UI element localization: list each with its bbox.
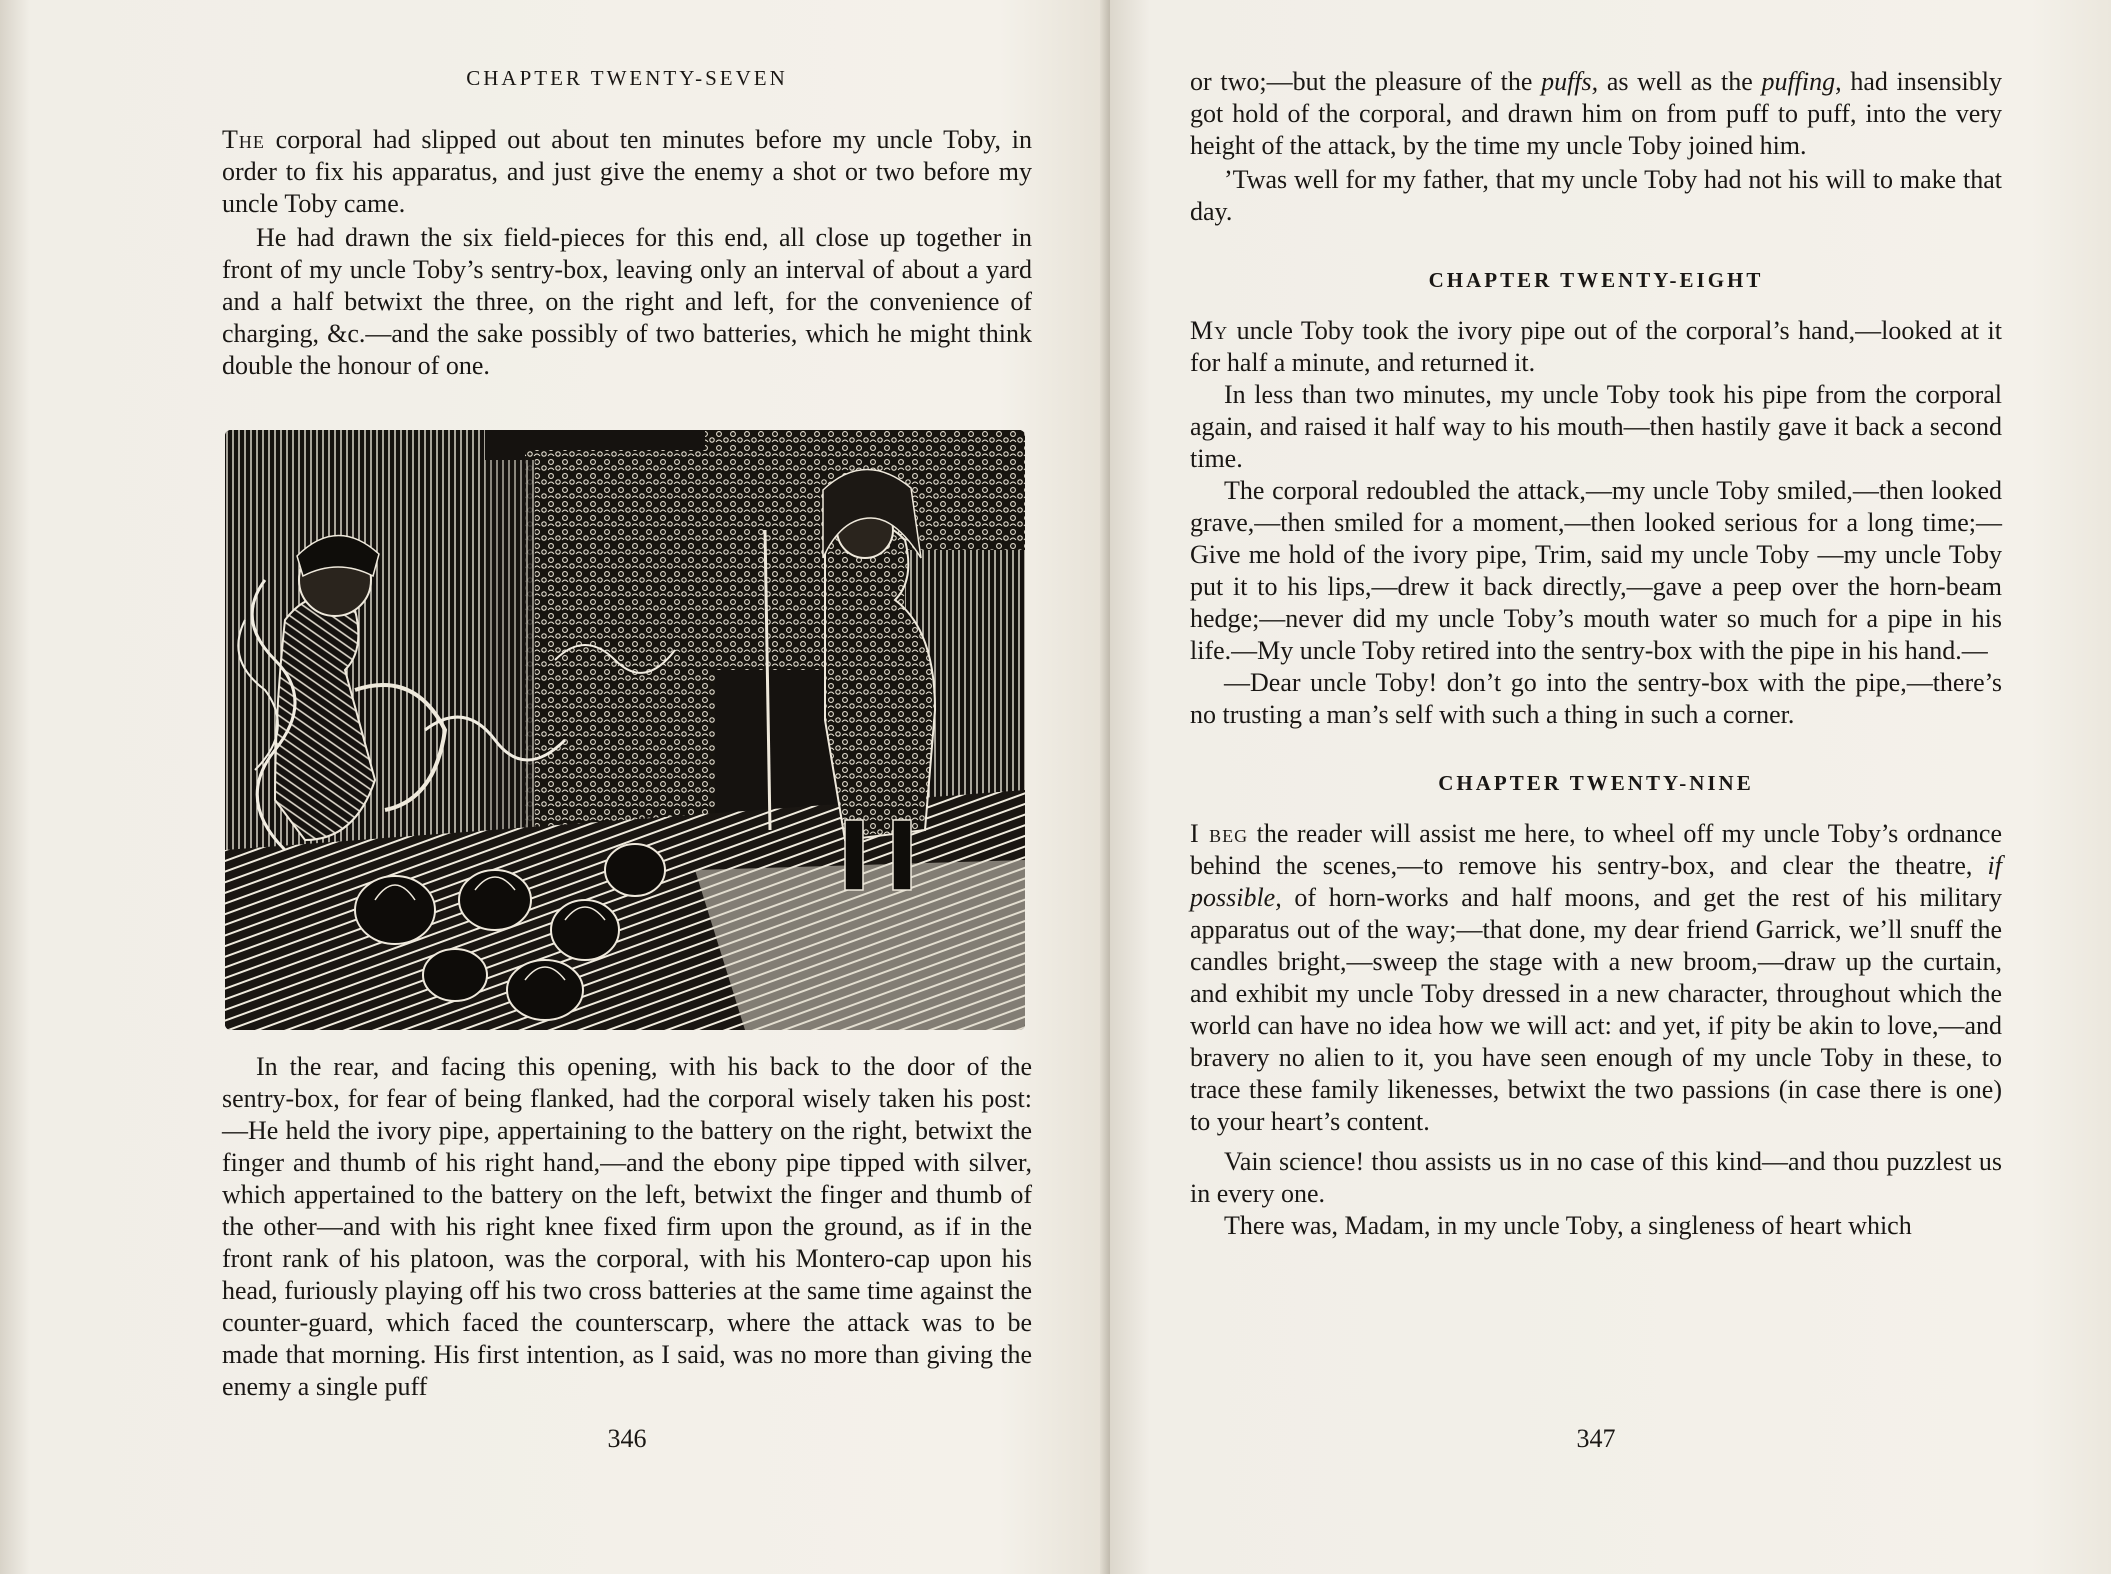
right-page-text	[1190, 66, 2002, 1242]
chapter-28-opening: My uncle Toby took the ivory pipe out of the corporal’s hand,—looked at it for half a minute, and returned it.	[1190, 316, 2002, 377]
engraving-image	[225, 430, 1025, 1030]
page-number-right: 347	[1576, 1424, 1616, 1453]
chapter-29-paragraph-3: There was, Madam, in my uncle Toby, a singleness of heart which	[1224, 1211, 1912, 1240]
left-page-text-bottom	[222, 1051, 1032, 1403]
chapter-29-paragraph-2: Vain science! thou assists us in no case of this kind—and thou puzzlest us in every one.	[1190, 1147, 2002, 1208]
chapter-28-heading: CHAPTER TWENTY-EIGHT	[1428, 268, 1764, 292]
drop-lead: The	[222, 125, 265, 154]
chapter-29-heading: CHAPTER TWENTY-NINE	[1438, 771, 1754, 795]
chapter-27-paragraph-3: In the rear, and facing this opening, with his back to the door of the sentry-box, for fear of being flanked, had the corporal wisely taken his post:—He held the ivory pipe, appertaining to the battery on the right, betwixt the finger and thumb of his right hand,—and the ebony pipe tipped with silver, which appertained to the battery on the left, betwixt the finger and thumb of the other—and with his right knee fixed firm upon the ground, as if in the front rank of his platoon, was the corporal, with his Montero-cap upon his head, furiously playing off his two cross batteries at the same time against the counter-guard, which faced the counterscarp, where the attack was to be made that morning. His first intention, as I said, was no more than giving the enemy a single puff	[222, 1052, 1032, 1401]
drop-lead: My	[1190, 316, 1229, 345]
wood-engraving-illustration	[225, 430, 1025, 1030]
drop-lead: I beg	[1190, 819, 1249, 848]
chapter-27-closing: ’Twas well for my father, that my uncle Toby had not his will to make that day.	[1190, 165, 2002, 226]
chapter-28-paragraph-4: —Dear uncle Toby! don’t go into the sentry-box with the pipe,—there’s no trusting a man’s self with such a thing in such a corner.	[1190, 668, 2002, 729]
right-page	[1110, 0, 2111, 1574]
chapter-29-opening: I beg the reader will assist me here, to wheel off my uncle Toby’s ordnance behind the scenes,—to remove his sentry-box, and clear the theatre, if possible, of horn-works and half moons, and get the rest of his military apparatus out of the way;—that done, my dear friend Garrick, we’ll snuff the candles bright,—sweep the stage with a new broom,—draw up the curtain, and exhibit my uncle Toby dressed in a new character, throughout which the world can have no idea how we will act: and yet, if pity be akin to love,—and bravery no alien to it, you have seen enough of my uncle Toby in these, to trace these family likenesses, betwixt the two passions (in case there is one) to your heart’s content.	[1190, 819, 2002, 1136]
chapter-28-paragraph-2: In less than two minutes, my uncle Toby took his pipe from the corporal again, and raised it half way to his mouth—then hastily gave it back a second time.	[1190, 380, 2002, 473]
chapter-27-opening: The corporal had slipped out about ten minutes before my uncle Toby, in order to fix his apparatus, and just give the enemy a shot or two before my uncle Toby came.	[222, 125, 1032, 218]
page-number-left: 346	[607, 1424, 647, 1453]
chapter-27-paragraph-2: He had drawn the six field-pieces for this end, all close up together in front of my uncle Toby’s sentry-box, leaving only an interval of about a yard and a half betwixt the three, on the right and left, for the convenience of charging, &c.—and the sake possibly of two batteries, which he might think double the honour of one.	[222, 223, 1032, 380]
chapter-28-paragraph-3: The corporal redoubled the attack,—my uncle Toby smiled,—then looked grave,—then smiled for a moment,—then looked serious for a long time;—Give me hold of the ivory pipe, Trim, said my uncle Toby —my uncle Toby put it to his lips,—drew it back directly,—gave a peep over the horn-beam hedge;—never did my uncle Toby’s mouth water so much for a pipe in his life.—My uncle Toby retired into the sentry-box with the pipe in his hand.—	[1190, 476, 2002, 665]
running-head: CHAPTER TWENTY-SEVEN	[466, 66, 788, 90]
chapter-27-continuation: or two;—but the pleasure of the puffs, as well as the puffing, had insensibly got hold of the corporal, and drawn him on from puff to puff, into the very height of the attack, by the time my uncle Toby joined him.	[1190, 67, 2002, 160]
left-page-text-top	[222, 124, 1032, 382]
